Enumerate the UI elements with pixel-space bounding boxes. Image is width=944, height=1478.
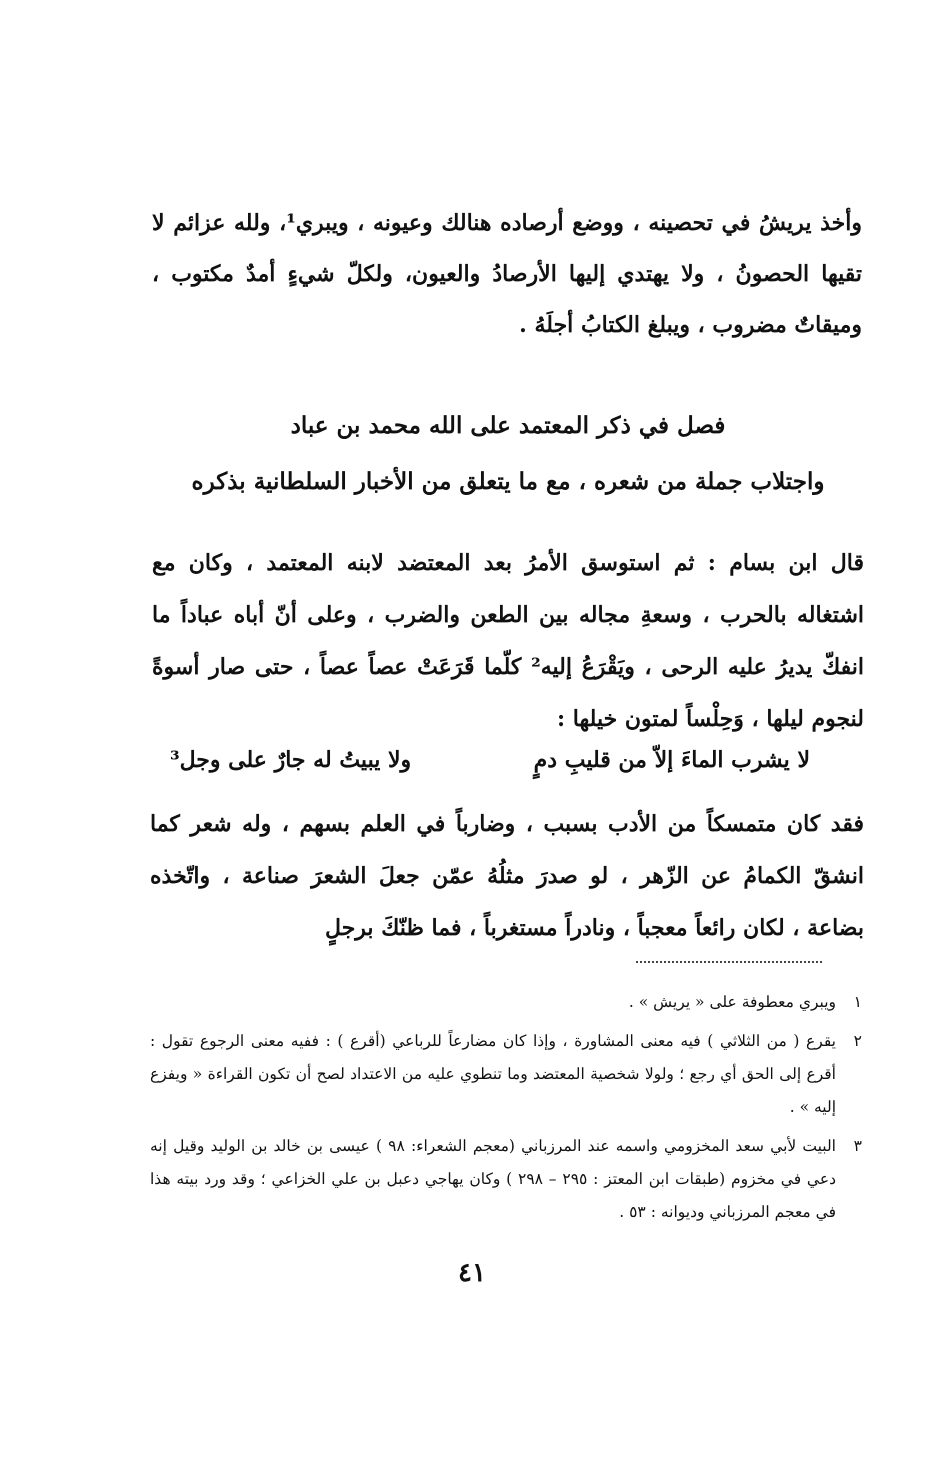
footnote-text: ويبري معطوفة على « يريش » .: [628, 993, 836, 1011]
body-paragraph-2: فقد كان متمسكاً من الأدب بسبب ، وضارباً في العلم بسهم ، وله شعر كما انشقّ الكمامُ عن الزّهر ، لو صدرَ مثلُهُ عمّن جعلَ الشعرَ صناعة ، واتّخذه بضاعة ، لكان رائعاً معجباً ، ونادراً مستغرباً ، فما ظنّكَ برجلٍ: [150, 811, 864, 941]
section-heading: [150, 398, 866, 510]
footnote-number: ١: [853, 993, 862, 1011]
section-title-line-2: واجتلاب جملة من شعره ، مع ما يتعلق من الأخبار السلطانية بذكره: [191, 468, 825, 495]
poetry-verse: [170, 732, 810, 788]
footnote-separator: [636, 961, 822, 963]
page-number: ٤١: [458, 1258, 486, 1288]
footnote-2: [150, 1025, 862, 1124]
footnotes: [150, 986, 862, 1235]
footnote-3: [150, 1130, 862, 1229]
intro-paragraph: وأخذ يريشُ في تحصينه ، ووضع أرصاده هنالك وعيونه ، ويبري¹، ولله عزائم لا تقيها الحصونُ ، ولا يهتدي إليها الأرصادُ والعيون، ولكلّ شيءٍ أمدٌ مكتوب ، وميقاتٌ مضروب ، ويبلغ الكتابُ أجلَهُ .: [152, 210, 862, 338]
footnote-text: يقرع ( من الثلاثي ) فيه معنى المشاورة ، وإذا كان مضارعاً للرباعي (أقرع ) : ففيه معنى الرجوع تقول : أقرع إلى الحق أي رجع ؛ ولولا شخصية المعتضد وما تنطوي عليه من الاعتداد لصح أن تكون القراءة « ويفزع إليه » .: [150, 1032, 836, 1116]
footnote-1: [150, 986, 862, 1019]
verse-first-hemistich: لا يشرب الماءَ إلاّ من قليبِ دمٍ: [533, 747, 810, 773]
body-paragraph-1: قال ابن بسام : ثم استوسق الأمرُ بعد المعتضد لابنه المعتمد ، وكان مع اشتغاله بالحرب ، وسعةِ مجاله بين الطعن والضرب ، وعلى أنّ أباه عباداً ما انفكّ يديرُ عليه الرحى ، ويَقْرَعُ إليه² كلّما قَرَعَتْ عصاً عصاً ، حتى صار أسوةً لنجوم ليلها ، وَحِلْساً لمتون خيلها :: [152, 550, 864, 732]
verse-second-hemistich: ولا يبيتُ له جارٌ على وجل³: [170, 747, 412, 773]
footnote-text: البيت لأبي سعد المخزومي واسمه عند المرزباني (معجم الشعراء: ٩٨ ) عيسى بن خالد بن الوليد وقيل إنه دعي في مخزوم (طبقات ابن المعتز : ٢٩٥ – ٢٩٨ ) وكان يهاجي دعبل بن علي الخزاعي ؛ وقد ورد بيته هذا في معجم المرزباني وديوانه : ٥٣ .: [150, 1137, 836, 1221]
footnote-number: ٢: [853, 1032, 862, 1050]
section-title-line-1: فصل في ذكر المعتمد على الله محمد بن عباد: [290, 412, 726, 439]
footnote-number: ٣: [853, 1137, 862, 1155]
